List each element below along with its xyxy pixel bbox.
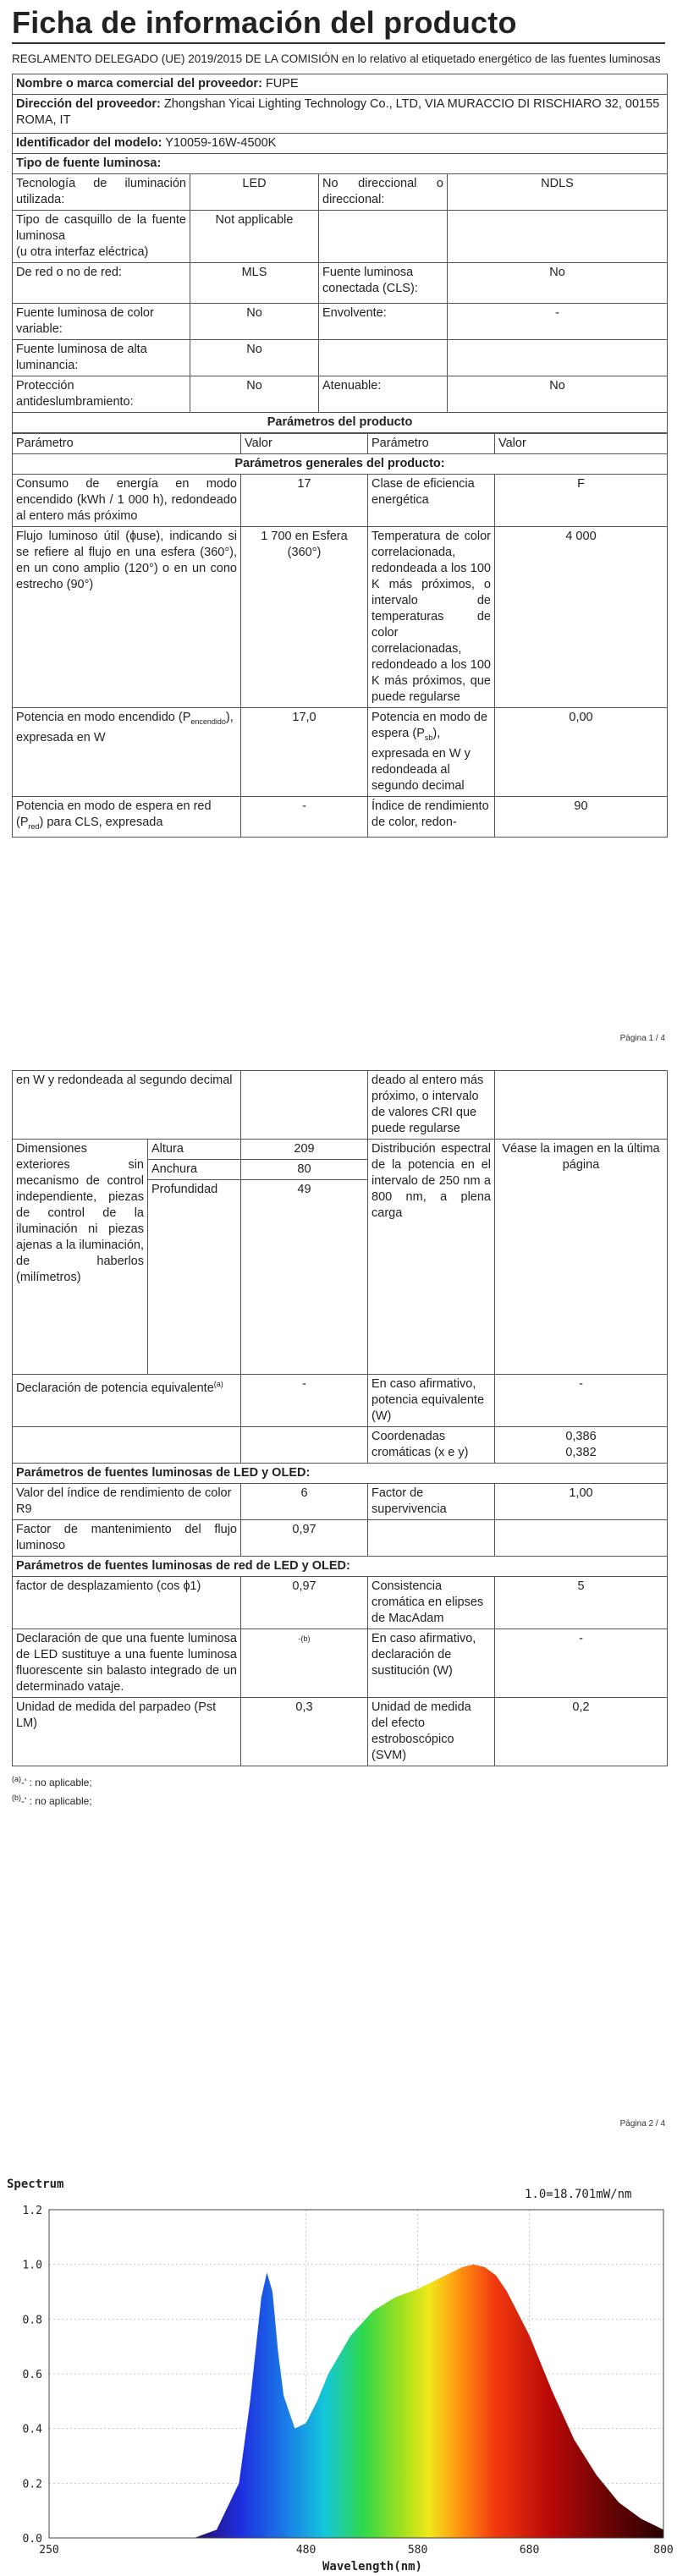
chroma-values bbox=[495, 1427, 668, 1464]
power-on-sub: encendido bbox=[190, 717, 226, 726]
replace-value-cell bbox=[241, 1629, 368, 1698]
nondir-value: NDLS bbox=[448, 174, 668, 211]
antiglare-value: No bbox=[190, 376, 319, 413]
page-number-1: Página 1 / 4 bbox=[619, 1034, 665, 1043]
survival-label: Factor de supervivencia bbox=[368, 1484, 495, 1520]
supplier-brand-label: Nombre o marca comercial del proveedor: bbox=[16, 77, 262, 91]
netstandby-sub: red bbox=[28, 821, 40, 831]
flicker-value: 0,3 bbox=[241, 1698, 368, 1766]
tech-row bbox=[13, 174, 668, 211]
x-axis-label: Wavelength(nm) bbox=[322, 2560, 423, 2573]
footnote-b-sup: (b) bbox=[12, 1793, 21, 1802]
cap-value: Not applicable bbox=[190, 211, 319, 263]
replace-value: - bbox=[298, 1634, 301, 1643]
y-tick-label-0: 0.0 bbox=[22, 2533, 42, 2546]
strobo-label: Unidad de medida del efecto estroboscópico (SVM) bbox=[368, 1698, 495, 1766]
standby-sub: sb bbox=[424, 733, 433, 742]
chart-annotation: 1.0=18.701mW/nm bbox=[525, 2188, 632, 2201]
title-underline bbox=[12, 42, 665, 44]
model-row bbox=[13, 134, 668, 154]
height-value: 209 bbox=[241, 1140, 368, 1160]
envelope-value: - bbox=[448, 304, 668, 340]
dimmable-label: Atenuable: bbox=[319, 376, 448, 413]
continued-right: deado al entero más próximo, o intervalo de valores CRI que puede regularse bbox=[368, 1071, 495, 1140]
x-tick-label-3: 680 bbox=[519, 2544, 540, 2557]
replace-yes-value: - bbox=[495, 1629, 668, 1698]
mains-row bbox=[13, 263, 668, 304]
cap-row bbox=[13, 211, 668, 263]
x-tick-label-2: 580 bbox=[407, 2544, 428, 2557]
product-info-table-2 bbox=[12, 433, 668, 838]
y-tick-label-6: 1.2 bbox=[22, 2205, 42, 2217]
mains-led-header-row bbox=[13, 1557, 668, 1577]
r9-row bbox=[13, 1484, 668, 1520]
cri-label: Índice de rendimiento de color, redon- bbox=[368, 796, 495, 837]
energy-value: 17 bbox=[241, 475, 368, 527]
flux-value: 1 700 en Esfera (360°) bbox=[241, 527, 368, 708]
mains-value: MLS bbox=[190, 263, 319, 304]
antiglare-label: Protección antideslumbramiento: bbox=[13, 376, 190, 413]
page-2 bbox=[0, 1070, 677, 2174]
footnote-a-text: -' : no aplicable; bbox=[21, 1777, 92, 1788]
flicker-label: Unidad de medida del parpadeo (Pst LM) bbox=[13, 1698, 241, 1766]
product-info-table-1 bbox=[12, 74, 668, 433]
cap-empty-2 bbox=[448, 211, 668, 263]
chroma-label: Coordenadas cromáticas (x e y) bbox=[368, 1427, 495, 1464]
colour-row bbox=[13, 304, 668, 340]
standby-label-a: Potencia en modo de espera (P bbox=[372, 711, 488, 740]
cls-label: Fuente luminosa conectada (CLS): bbox=[319, 263, 448, 304]
mains-led-header: Parámetros de fuentes luminosas de red de LED y OLED: bbox=[13, 1557, 668, 1577]
col-value-2: Valor bbox=[495, 434, 668, 454]
netstandby-value: - bbox=[241, 796, 368, 837]
footnote-a-sup: (a) bbox=[12, 1775, 21, 1783]
chroma-empty-2 bbox=[241, 1427, 368, 1464]
hl-label: Fuente luminosa de alta luminancia: bbox=[13, 340, 190, 376]
replace-row bbox=[13, 1629, 668, 1698]
supplier-brand-value: FUPE bbox=[265, 77, 299, 91]
cap-empty-1 bbox=[319, 211, 448, 263]
x-tick-label-4: 800 bbox=[653, 2544, 674, 2557]
x-tick-label-0: 250 bbox=[39, 2544, 59, 2557]
x-tick-label-1: 480 bbox=[295, 2544, 316, 2557]
efficiency-value: F bbox=[495, 475, 668, 527]
general-params-header-row bbox=[13, 454, 668, 475]
product-info-table-3 bbox=[12, 1070, 668, 1766]
chroma-empty-1 bbox=[13, 1427, 241, 1464]
antiglare-row bbox=[13, 376, 668, 413]
hl-empty-1 bbox=[319, 340, 448, 376]
y-tick-label-5: 1.0 bbox=[22, 2259, 42, 2272]
flux-row bbox=[13, 527, 668, 708]
equiv-label bbox=[13, 1375, 241, 1427]
led-header: Parámetros de fuentes luminosas de LED y OLED: bbox=[13, 1464, 668, 1484]
standby-label bbox=[368, 708, 495, 797]
lumen-maint-value: 0,97 bbox=[241, 1520, 368, 1557]
hl-empty-2 bbox=[448, 340, 668, 376]
chart-title: Spectrum bbox=[7, 2178, 64, 2191]
hl-value: No bbox=[190, 340, 319, 376]
lumen-maint-row bbox=[13, 1520, 668, 1557]
energy-row bbox=[13, 475, 668, 527]
supplier-address-label: Dirección del proveedor: bbox=[16, 97, 161, 111]
chroma-y: 0,382 bbox=[565, 1446, 597, 1459]
source-type-header: Tipo de fuente luminosa: bbox=[13, 154, 668, 174]
netstandby-label-b: ) para CLS, expresada bbox=[39, 815, 163, 829]
spectrum-page bbox=[0, 2166, 677, 2576]
flicker-row bbox=[13, 1698, 668, 1766]
high-luminance-row bbox=[13, 340, 668, 376]
tech-value: LED bbox=[190, 174, 319, 211]
chroma-x: 0,386 bbox=[565, 1430, 597, 1443]
continued-left: en W y redondeada al segundo decimal bbox=[13, 1071, 241, 1140]
power-on-value: 17,0 bbox=[241, 708, 368, 797]
tech-label: Tecnología de iluminación utilizada: bbox=[13, 174, 190, 211]
continued-row bbox=[13, 1071, 668, 1140]
displacement-label: factor de desplazamiento (cos ɸ1) bbox=[13, 1577, 241, 1629]
depth-label: Profundidad bbox=[148, 1180, 241, 1375]
continued-left-value bbox=[241, 1071, 368, 1140]
equiv-yes-value: - bbox=[495, 1375, 668, 1427]
lumen-maint-empty-2 bbox=[495, 1520, 668, 1557]
led-header-row bbox=[13, 1464, 668, 1484]
footnote-a bbox=[12, 1771, 677, 1790]
source-type-header-row bbox=[13, 154, 668, 174]
mains-label: De red o no de red: bbox=[13, 263, 190, 304]
supplier-address-row bbox=[13, 95, 668, 134]
cls-value: No bbox=[448, 263, 668, 304]
dimmable-value: No bbox=[448, 376, 668, 413]
cct-label: Temperatura de color correlacionada, redondeada a los 100 K más próximos, o intervalo de temperaturas de color correlacionadas, redondeado a los 100 K más próximos, que puede regularse bbox=[368, 527, 495, 708]
lumen-maint-empty-1 bbox=[368, 1520, 495, 1557]
power-on-label-a: Potencia en modo encendido (P bbox=[16, 711, 191, 724]
y-tick-label-3: 0.6 bbox=[22, 2369, 42, 2381]
displacement-value: 0,97 bbox=[241, 1577, 368, 1629]
y-tick-label-4: 0.8 bbox=[22, 2314, 42, 2327]
col-value-1: Valor bbox=[241, 434, 368, 454]
spd-value: Véase la imagen en la última página bbox=[495, 1140, 668, 1375]
r9-label: Valor del índice de rendimiento de color R9 bbox=[13, 1484, 241, 1520]
column-header-row bbox=[13, 434, 668, 454]
nondir-label: No direccional o direccional: bbox=[319, 174, 448, 211]
equiv-label-text: Declaración de potencia equivalente bbox=[16, 1381, 214, 1395]
macadam-value: 5 bbox=[495, 1577, 668, 1629]
width-label: Anchura bbox=[148, 1160, 241, 1180]
netstandby-row bbox=[13, 796, 668, 837]
strobo-value: 0,2 bbox=[495, 1698, 668, 1766]
equiv-row bbox=[13, 1375, 668, 1427]
supplier-address-value: Zhongshan Yicai Lighting Technology Co., LTD, VIA MURACCIO DI RISCHIARO 32, 00155 ROMA, IT bbox=[16, 97, 660, 127]
standby-value: 0,00 bbox=[495, 708, 668, 797]
r9-value: 6 bbox=[241, 1484, 368, 1520]
replace-sup: (b) bbox=[300, 1634, 311, 1643]
power-on-label bbox=[13, 708, 241, 797]
y-tick-label-2: 0.4 bbox=[22, 2423, 42, 2436]
cap-label-2: (u otra interfaz eléctrica) bbox=[16, 245, 149, 259]
lumen-maint-label: Factor de mantenimiento del flujo luminoso bbox=[13, 1520, 241, 1557]
netstandby-label-a: Potencia en modo de espera en red (P bbox=[16, 799, 212, 829]
macadam-label: Consistencia cromática en elipses de MacAdam bbox=[368, 1577, 495, 1629]
standby-label-b: ), expresada en W y redondeada al segundo decimal bbox=[372, 727, 471, 793]
equiv-value: - bbox=[241, 1375, 368, 1427]
equiv-yes-label: En caso afirmativo, potencia equivalente (W) bbox=[368, 1375, 495, 1427]
cap-label: Tipo de casquillo de la fuente luminosa bbox=[16, 213, 186, 243]
col-param-1: Parámetro bbox=[13, 434, 241, 454]
equiv-sup: (a) bbox=[213, 1380, 223, 1388]
page-1 bbox=[0, 0, 677, 1049]
height-row bbox=[13, 1140, 668, 1160]
cap-label-cell bbox=[13, 211, 190, 263]
displacement-row bbox=[13, 1577, 668, 1629]
general-params-header: Parámetros generales del producto: bbox=[13, 454, 668, 475]
height-label: Altura bbox=[148, 1140, 241, 1160]
y-tick-label-1: 0.2 bbox=[22, 2478, 42, 2491]
regulation-subtitle: REGLAMENTO DELEGADO (UE) 2019/2015 DE LA COMISIÓN en lo relativo al etiquetado energético de las fuentes luminosas bbox=[12, 52, 661, 65]
spd-label: Distribución espectral de la potencia en el intervalo de 250 nm a 800 nm, a plena carga bbox=[368, 1140, 495, 1375]
netstandby-label bbox=[13, 796, 241, 837]
chroma-row bbox=[13, 1427, 668, 1464]
colour-label: Fuente luminosa de color variable: bbox=[13, 304, 190, 340]
efficiency-label: Clase de eficiencia energética bbox=[368, 475, 495, 527]
model-value: Y10059-16W-4500K bbox=[165, 136, 277, 150]
product-params-header: Parámetros del producto bbox=[13, 413, 668, 433]
width-value: 80 bbox=[241, 1160, 368, 1180]
col-param-2: Parámetro bbox=[368, 434, 495, 454]
energy-label: Consumo de energía en modo encendido (kWh / 1 000 h), redondeado al entero más próximo bbox=[13, 475, 241, 527]
cct-value: 4 000 bbox=[495, 527, 668, 708]
envelope-label: Envolvente: bbox=[319, 304, 448, 340]
power-on-label-b: ), expresada en W bbox=[16, 711, 234, 744]
spectrum-chart bbox=[0, 2166, 677, 2576]
replace-yes-label: En caso afirmativo, declaración de sustitución (W) bbox=[368, 1629, 495, 1698]
page-title: Ficha de información del producto bbox=[12, 5, 517, 40]
flux-label: Flujo luminoso útil (ɸuse), indicando si se refiere al flujo en una esfera (360°), en un cono amplio (120°) o en un cono estrecho (90°) bbox=[13, 527, 241, 708]
model-label: Identificador del modelo: bbox=[16, 136, 162, 150]
replace-label: Declaración de que una fuente luminosa de LED sustituye a una fuente luminosa fluorescente sin balasto integrado de un determinado vataje. bbox=[13, 1629, 241, 1698]
footnotes bbox=[12, 1771, 677, 1809]
continued-right-value bbox=[495, 1071, 668, 1140]
page-number-2: Página 2 / 4 bbox=[619, 2119, 665, 2128]
footnote-b-text: -' : no aplicable; bbox=[21, 1795, 92, 1807]
colour-value: No bbox=[190, 304, 319, 340]
depth-value: 49 bbox=[241, 1180, 368, 1375]
supplier-brand-row bbox=[13, 74, 668, 95]
dims-label: Dimensiones exteriores sin mecanismo de control independiente, piezas de control de la iluminación ni piezas ajenas a la iluminación, de haberlos (milímetros) bbox=[13, 1140, 148, 1375]
cri-value: 90 bbox=[495, 796, 668, 837]
survival-value: 1,00 bbox=[495, 1484, 668, 1520]
footnote-b bbox=[12, 1790, 677, 1809]
power-row bbox=[13, 708, 668, 797]
product-params-header-row bbox=[13, 413, 668, 433]
